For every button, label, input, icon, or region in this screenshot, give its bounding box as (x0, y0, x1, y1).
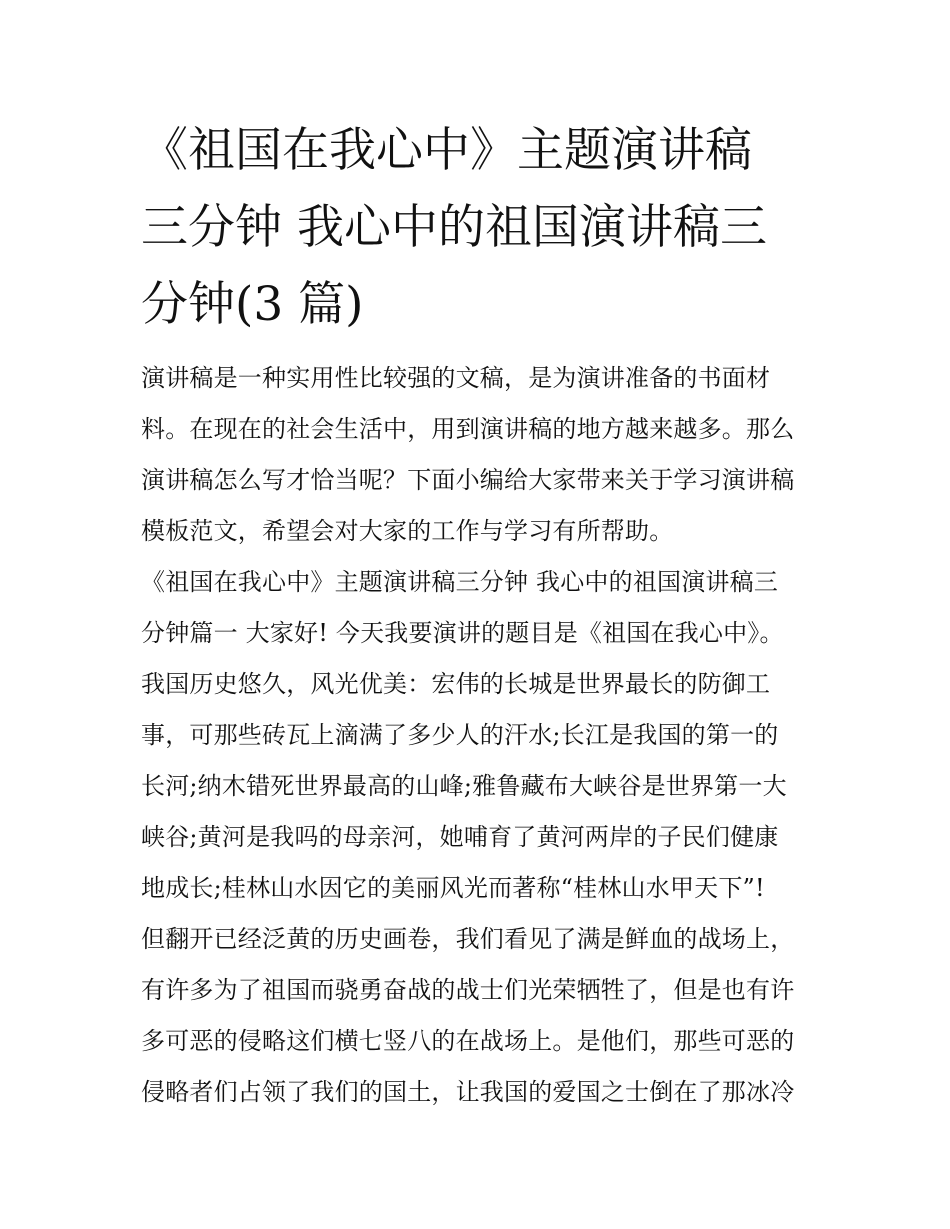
title-line: 《祖国在我心中》主题演讲稿 (141, 123, 752, 178)
document-content (141, 112, 813, 1118)
document-body (141, 353, 813, 1118)
body-line: 演讲稿怎么写才恰当呢？下面小编给大家带来关于学习演讲稿 (141, 466, 795, 494)
document-title (141, 112, 813, 343)
body-line: 有许多为了祖国而骁勇奋战的战士们光荣牺牲了，但是也有许 (141, 976, 795, 1004)
body-line: 演讲稿是一种实用性比较强的文稿，是为演讲准备的书面材 (141, 364, 771, 392)
body-line: 地成长;桂林山水因它的美丽风光而著称“桂林山水甲天下”! (141, 874, 765, 902)
body-line: 我国历史悠久，风光优美：宏伟的长城是世界最长的防御工 (141, 670, 771, 698)
body-line: 事，可那些砖瓦上滴满了多少人的汗水;长江是我国的第一的 (141, 721, 779, 749)
body-line: 《祖国在我心中》主题演讲稿三分钟 我心中的祖国演讲稿三 (141, 568, 779, 596)
body-line: 模板范文，希望会对大家的工作与学习有所帮助。 (141, 517, 674, 545)
body-line: 多可恶的侵略这们横七竖八的在战场上。是他们，那些可恶的 (141, 1027, 795, 1055)
body-line: 峡谷;黄河是我吗的母亲河，她哺育了黄河两岸的子民们健康 (141, 823, 779, 851)
body-line: 侵略者们占领了我们的国土，让我国的爱国之士倒在了那冰冷 (141, 1078, 795, 1106)
body-line: 料。在现在的社会生活中，用到演讲稿的地方越来越多。那么 (141, 415, 795, 443)
body-line: 但翻开已经泛黄的历史画卷，我们看见了满是鲜血的战场上， (141, 925, 795, 953)
title-line: 三分钟 我心中的祖国演讲稿三 (141, 200, 767, 255)
body-line: 长河;纳木错死世界最高的山峰;雅鲁藏布大峡谷是世界第一大 (141, 772, 787, 800)
title-line: 分钟(3 篇) (141, 277, 364, 332)
body-line: 分钟篇一 大家好! 今天我要演讲的题目是《祖国在我心中》。 (141, 619, 784, 647)
